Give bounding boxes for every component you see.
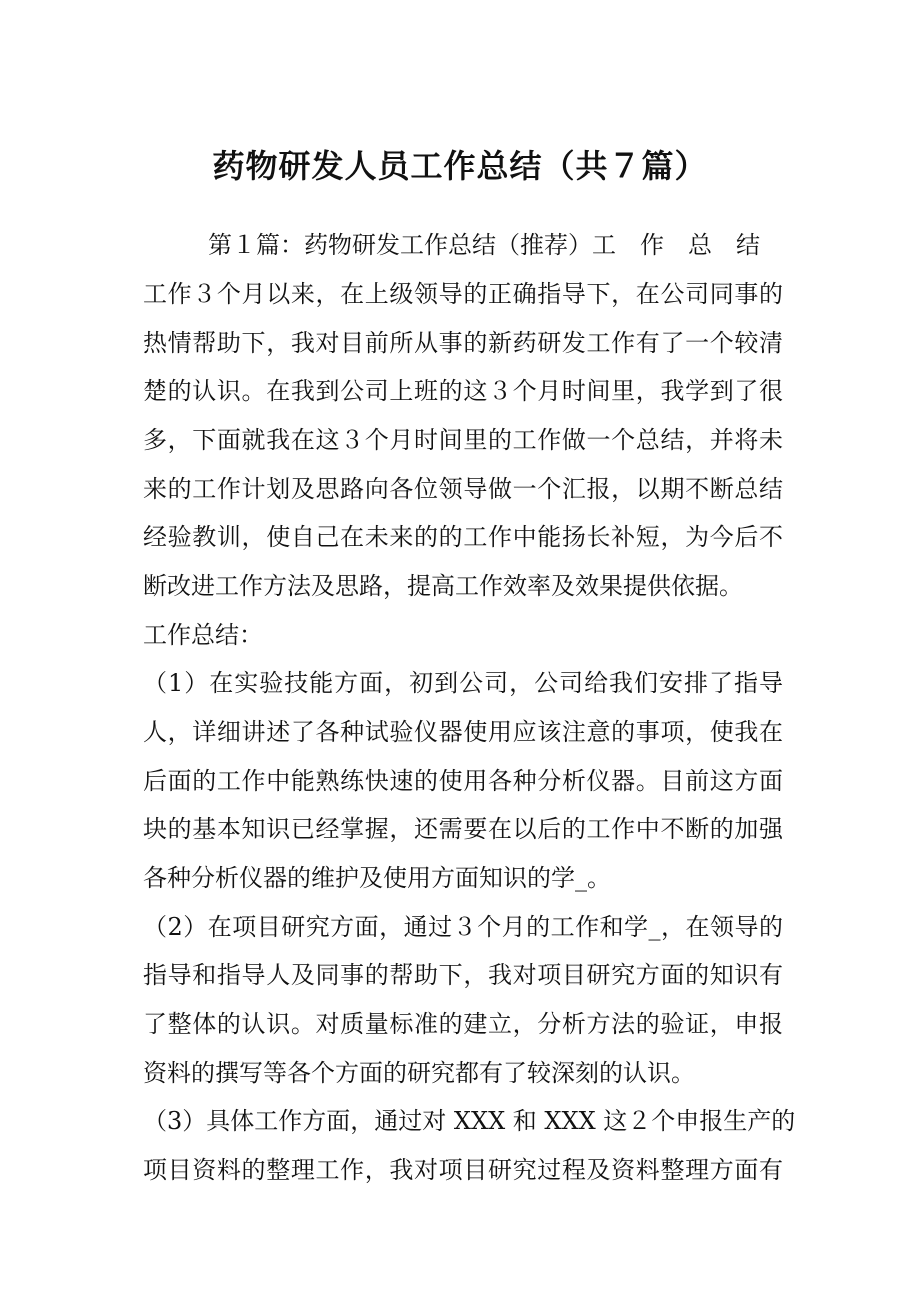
paragraph-line: 来的工作计划及思路向各位领导做一个汇报，以期不断总结 [143,475,783,503]
paragraph-line: （2）在项目研究方面，通过３个月的工作和学_，在领导的 [143,913,783,941]
subheading-line: 工作总结： [143,621,263,649]
paragraph-line: 断改进工作方法及思路，提高工作效率及效果提供依据。 [143,572,743,600]
section-heading: 第１篇：药物研发工作总结（推荐）工 作 总 结 [208,231,760,259]
paragraph-line: 各种分析仪器的维护及使用方面知识的学_。 [143,864,611,892]
paragraph-line: （3）具体工作方面，通过对 XXX 和 XXX 这２个申报生产的 [143,1107,796,1135]
paragraph-line: 工作３个月以来，在上级领导的正确指导下，在公司同事的 [143,280,783,308]
paragraph-line: 后面的工作中能熟练快速的使用各种分析仪器。目前这方面 [143,767,783,795]
paragraph-line: 块的基本知识已经掌握，还需要在以后的工作中不断的加强 [143,815,783,843]
paragraph-line: 了整体的认识。对质量标准的建立，分析方法的验证，申报 [143,1010,783,1038]
paragraph-line: 项目资料的整理工作，我对项目研究过程及资料整理方面有 [143,1156,783,1184]
paragraph-line: 指导和指导人及同事的帮助下，我对项目研究方面的知识有 [143,961,783,989]
document-title: 药物研发人员工作总结（共７篇） [212,147,708,185]
paragraph-line: 人，详细讲述了各种试验仪器使用应该注意的事项，使我在 [143,718,783,746]
paragraph-line: 楚的认识。在我到公司上班的这３个月时间里，我学到了很 [143,377,783,405]
paragraph-line: 经验教训，使自己在未来的的工作中能扬长补短，为今后不 [143,523,783,551]
paragraph-line: 热情帮助下，我对目前所从事的新药研发工作有了一个较清 [143,329,783,357]
paragraph-line: 多，下面就我在这３个月时间里的工作做一个总结，并将未 [143,426,783,454]
paragraph-line: 资料的撰写等各个方面的研究都有了较深刻的认识。 [143,1059,695,1087]
paragraph-line: （1）在实验技能方面，初到公司，公司给我们安排了指导 [143,669,783,697]
